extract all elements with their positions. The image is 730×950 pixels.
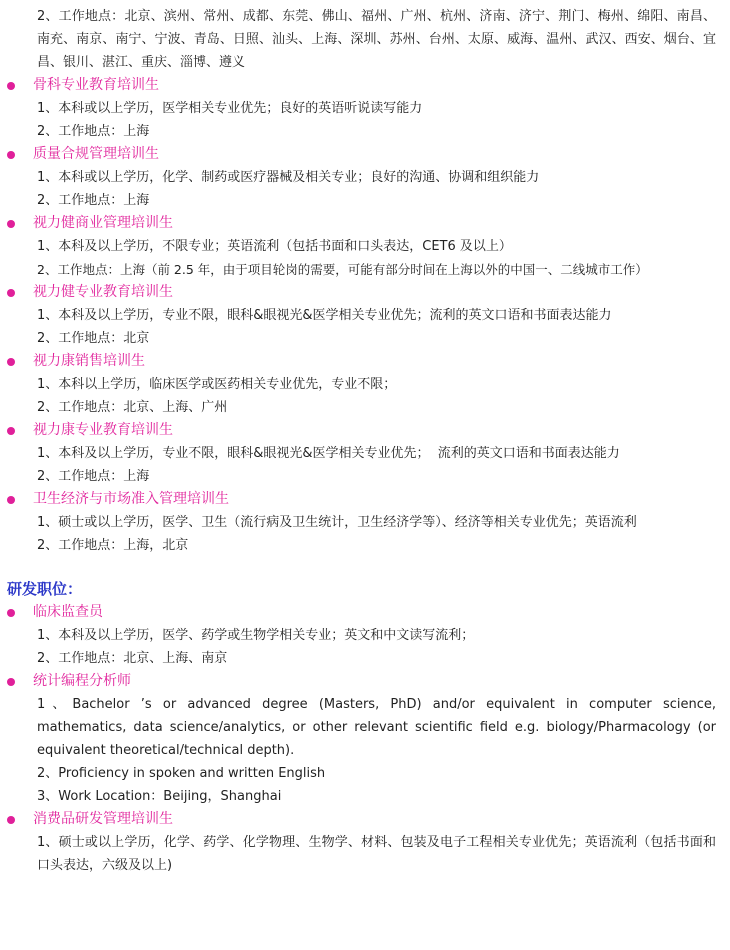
- bullet-icon: [7, 289, 15, 297]
- job-requirement-line: 1、Bachelor ’s or advanced degree (Masters, PhD) and/or equivalent in computer science, mathematics, data science/analytics, or other relevant scientific field e.g. biology/Pharmacology (or equivalent theoretical/technical depth).: [37, 697, 716, 758]
- job-location-line: 2、工作地点：上海（前 2.5 年，由于项目轮岗的需要，可能有部分时间在上海以外的中国一、二线城市工作）: [37, 262, 648, 277]
- job-requirement-line: 1、本科及以上学历，医学、药学或生物学相关专业；英文和中文读写流利；: [37, 628, 475, 643]
- job-requirement-line: 1、本科及以上学历，不限专业；英语流利（包括书面和口头表达，CET6 及以上）: [37, 239, 512, 254]
- job-requirement-line: 1、硕士或以上学历，化学、药学、化学物理、生物学、材料、包装及电子工程相关专业优先；英语流利（包括书面和口头表达，六级及以上): [37, 835, 716, 873]
- job-item: [0, 488, 730, 557]
- job-title: 统计编程分析师: [0, 670, 730, 693]
- job-item: [0, 350, 730, 419]
- job-title: 视力健商业管理培训生: [0, 212, 730, 235]
- section-heading-rd: 研发职位：: [7, 580, 83, 598]
- job-location-line: 2、工作地点：上海: [37, 124, 150, 139]
- job-item: [0, 808, 730, 877]
- job-item: [0, 419, 730, 488]
- bullet-icon: [7, 609, 15, 617]
- job-location-line: 3、Work Location：Beijing，Shanghai: [37, 789, 282, 804]
- job-requirement-line: 1、本科及以上学历，专业不限，眼科&眼视光&医学相关专业优先； 流利的英文口语和书面表达能力: [37, 446, 620, 461]
- job-item: [0, 281, 730, 350]
- job-title: 消费品研发管理培训生: [0, 808, 730, 831]
- job-item: [0, 601, 730, 670]
- job-title: 视力健专业教育培训生: [0, 281, 730, 304]
- bullet-icon: [7, 220, 15, 228]
- job-location-line: 2、工作地点：上海: [37, 193, 150, 208]
- job-item: [0, 74, 730, 143]
- job-requirement-line: 2、Proficiency in spoken and written English: [37, 766, 326, 781]
- job-title: 视力康销售培训生: [0, 350, 730, 373]
- job-requirement-line: 1、本科或以上学历，化学、制药或医疗器械及相关专业；良好的沟通、协调和组织能力: [37, 170, 540, 185]
- bullet-icon: [7, 816, 15, 824]
- job-location-line: 2、工作地点：北京: [37, 331, 150, 346]
- job-location-line: 2、工作地点：上海，北京: [37, 538, 189, 553]
- bullet-icon: [7, 358, 15, 366]
- job-title: 视力康专业教育培训生: [0, 419, 730, 442]
- job-item: [0, 143, 730, 212]
- job-requirement-line: 1、硕士或以上学历，医学、卫生（流行病及卫生统计，卫生经济学等）、经济等相关专业优先；英语流利: [37, 515, 637, 530]
- job-requirement-line: 1、本科或以上学历，医学相关专业优先；良好的英语听说读写能力: [37, 101, 423, 116]
- job-title: 卫生经济与市场准入管理培训生: [0, 488, 730, 511]
- job-location-line: 2、工作地点：上海: [37, 469, 150, 484]
- bullet-icon: [7, 427, 15, 435]
- job-location-line: 2、工作地点：北京、上海、广州: [37, 400, 228, 415]
- bullet-icon: [7, 151, 15, 159]
- intro-block: [0, 5, 730, 74]
- job-requirement-line: 1、本科以上学历，临床医学或医药相关专业优先，专业不限；: [37, 377, 397, 392]
- job-requirement-line: 1、本科及以上学历，专业不限，眼科&眼视光&医学相关专业优先；流利的英文口语和书面表达能力: [37, 308, 612, 323]
- job-title: 骨科专业教育培训生: [0, 74, 730, 97]
- bullet-icon: [7, 678, 15, 686]
- job-location-line: 2、工作地点：北京、上海、南京: [37, 651, 228, 666]
- job-title: 临床监查员: [0, 601, 730, 624]
- job-item: [0, 212, 730, 281]
- intro-location-line: 2、工作地点：北京、滨州、常州、成都、东莞、佛山、福州、广州、杭州、济南、济宁、荆门、梅州、绵阳、南昌、南充、南京、南宁、宁波、青岛、日照、汕头、上海、深圳、苏州、台州、太原、威海、温州、武汉、西安、烟台、宜昌、银川、湛江、重庆、淄博、遵义: [37, 9, 716, 70]
- job-title: 质量合规管理培训生: [0, 143, 730, 166]
- bullet-icon: [7, 82, 15, 90]
- bullet-icon: [7, 496, 15, 504]
- job-item: [0, 670, 730, 808]
